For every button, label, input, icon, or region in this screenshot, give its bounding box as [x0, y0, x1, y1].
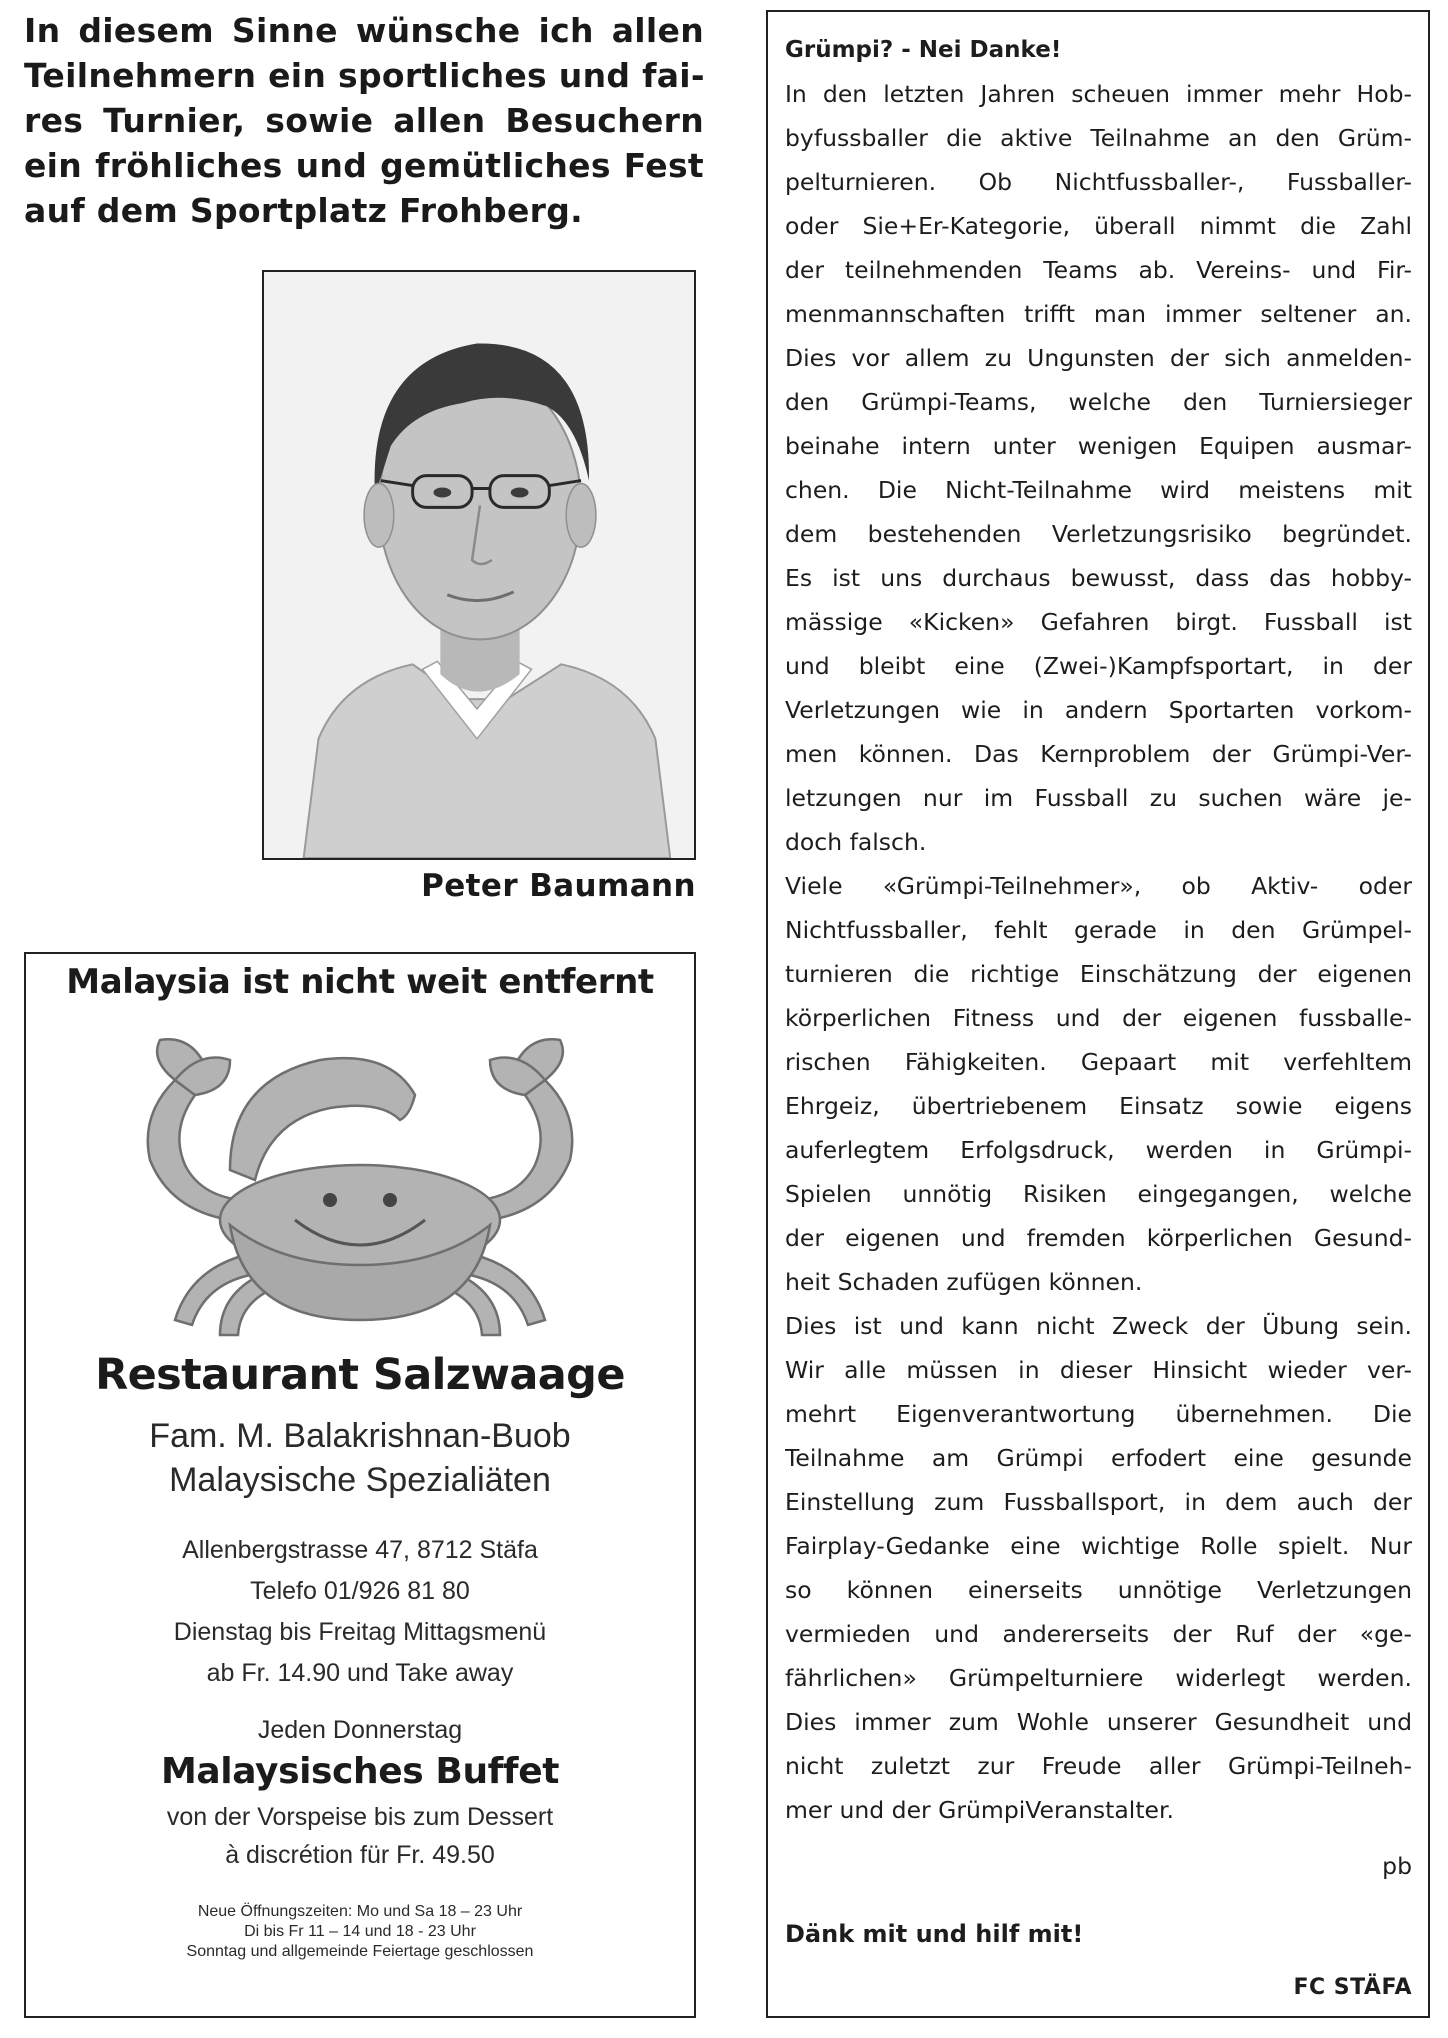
buffet-details — [26, 1798, 694, 1874]
article-line: fährlichen» Grümpelturniere widerlegt werden. — [785, 1664, 1412, 1692]
article-box — [766, 10, 1430, 2018]
ad-headline: Malaysia ist nicht weit entfernt — [66, 962, 654, 1002]
buffet-title: Malaysisches Buffet — [160, 1751, 560, 1792]
article-line: dem bestehenden Verletzungsrisiko begründet. — [785, 520, 1412, 548]
intro-paragraph — [24, 8, 704, 233]
restaurant-name: Restaurant Salzwaage — [95, 1350, 625, 1400]
intro-line: In diesem Sinne wünsche ich allen — [24, 11, 704, 50]
article-line: Viele «Grümpi-Teilnehmer», ob Aktiv- oder — [785, 872, 1412, 900]
ad-owner-block — [26, 1414, 694, 1502]
article-line: Es ist uns durchaus bewusst, dass das hobby- — [785, 564, 1412, 592]
ad-contact-block — [26, 1530, 694, 1694]
article-line: oder Sie+Er-Kategorie, überall nimmt die Zahl — [785, 212, 1412, 240]
article-line: turnieren die richtige Einschätzung der eigenen — [785, 960, 1412, 988]
price-text: ab Fr. 14.90 und Take away — [206, 1659, 514, 1687]
hours-line: Sonntag und allgemeinde Feiertage geschlossen — [186, 1943, 534, 1960]
article-line: Dies ist und kann nicht Zweck der Übung sein. — [785, 1312, 1412, 1340]
article-line: Teilnahme am Grümpi erfodert eine gesunde — [785, 1444, 1412, 1472]
intro-line: res Turnier, sowie allen Besuchern — [24, 101, 704, 140]
article-line: der teilnehmenden Teams ab. Vereins- und Fir- — [785, 256, 1412, 284]
club-name: FC STÄFA — [1293, 1975, 1412, 2000]
phone-text: Telefo 01/926 81 80 — [250, 1577, 470, 1605]
article-line: Wir alle müssen in dieser Hinsicht wieder ver- — [785, 1356, 1412, 1384]
article-body — [785, 72, 1412, 1832]
article-line: letzungen nur im Fussball zu suchen wäre je- — [785, 784, 1412, 812]
article-line: so können einerseits unnötige Verletzungen — [785, 1576, 1412, 1604]
opening-hours — [26, 1902, 694, 1962]
article-signature: pb — [1382, 1852, 1412, 1880]
article-line: men können. Das Kernproblem der Grümpi-Ver- — [785, 740, 1412, 768]
article-line: heit Schaden zufügen können. — [785, 1268, 1143, 1296]
buffet-day: Jeden Donnerstag — [257, 1716, 463, 1744]
photo-caption: Peter Baumann — [421, 868, 696, 904]
article-line: nicht zuletzt zur Freude aller Grümpi-Teilneh- — [785, 1752, 1412, 1780]
article-line: pelturnieren. Ob Nichtfussballer-, Fussballer- — [785, 168, 1412, 196]
article-line: der eigenen und fremden körperlichen Gesund- — [785, 1224, 1412, 1252]
article-line: Ehrgeiz, übertriebenem Einsatz sowie eigens — [785, 1092, 1412, 1120]
article-line: Spielen unnötig Risiken eingegangen, welche — [785, 1180, 1412, 1208]
article-line: und bleibt eine (Zwei-)Kampfsportart, in der — [785, 652, 1412, 680]
hours-line: Di bis Fr 11 – 14 und 18 - 23 Uhr — [244, 1923, 476, 1940]
owner-name: Fam. M. Balakrishnan-Buob — [149, 1417, 571, 1455]
article-line: mer und der GrümpiVeranstalter. — [785, 1796, 1174, 1824]
article-line: auferlegtem Erfolgsdruck, werden in Grümpi- — [785, 1136, 1412, 1164]
article-line: In den letzten Jahren scheuen immer mehr Hob- — [785, 80, 1412, 108]
article-line: Fairplay-Gedanke eine wichtige Rolle spielt. Nur — [785, 1532, 1412, 1560]
lunch-text: Dienstag bis Freitag Mittagsmenü — [173, 1618, 547, 1646]
buffet-desc: von der Vorspeise bis zum Dessert — [166, 1803, 554, 1831]
article-line: menmannschaften trifft man immer seltener an. — [785, 300, 1412, 328]
cuisine-text: Malaysische Spezialiäten — [169, 1461, 551, 1499]
article-line: mehrt Eigenverantwortung übernehmen. Die — [785, 1400, 1412, 1428]
article-line: Einstellung zum Fussballsport, in dem auch der — [785, 1488, 1412, 1516]
hours-line: Neue Öffnungszeiten: Mo und Sa 18 – 23 Uhr — [197, 1903, 523, 1920]
article-line: Dies immer zum Wohle unserer Gesundheit und — [785, 1708, 1412, 1736]
address-text: Allenbergstrasse 47, 8712 Stäfa — [182, 1536, 538, 1564]
buffet-price: à discrétion für Fr. 49.50 — [225, 1841, 495, 1869]
article-line: doch falsch. — [785, 828, 927, 856]
article-line: rischen Fähigkeiten. Gepaart mit verfehltem — [785, 1048, 1412, 1076]
article-slogan: Dänk mit und hilf mit! — [785, 1920, 1084, 1948]
article-line: den Grümpi-Teams, welche den Turniersieger — [785, 388, 1412, 416]
article-line: Dies vor allem zu Ungunsten der sich anmelden- — [785, 344, 1412, 372]
article-line: vermieden und andererseits der Ruf der «ge- — [785, 1620, 1412, 1648]
intro-line: Teilnehmern ein sportliches und fai- — [24, 56, 705, 95]
article-line: beinahe intern unter wenigen Equipen ausmar- — [785, 432, 1412, 460]
article-line: Verletzungen wie in andern Sportarten vorkom- — [785, 696, 1412, 724]
crab-bowl-illustration — [80, 1020, 640, 1340]
article-line: mässige «Kicken» Gefahren birgt. Fussball ist — [785, 608, 1412, 636]
article-line: chen. Die Nicht-Teilnahme wird meistens mit — [785, 476, 1412, 504]
article-line: Nichtfussballer, fehlt gerade in den Grümpel- — [785, 916, 1412, 944]
portrait-photo — [262, 270, 696, 860]
portrait-illustration — [264, 272, 694, 858]
restaurant-advert — [24, 952, 696, 2018]
intro-line: auf dem Sportplatz Frohberg. — [24, 191, 583, 230]
article-title: Grümpi? - Nei Danke! — [785, 37, 1062, 63]
article-line: byfussballer die aktive Teilnahme an den Grüm- — [785, 124, 1412, 152]
article-line: körperlichen Fitness und der eigenen fussballe- — [785, 1004, 1412, 1032]
intro-line: ein fröhliches und gemütliches Fest — [24, 146, 704, 185]
